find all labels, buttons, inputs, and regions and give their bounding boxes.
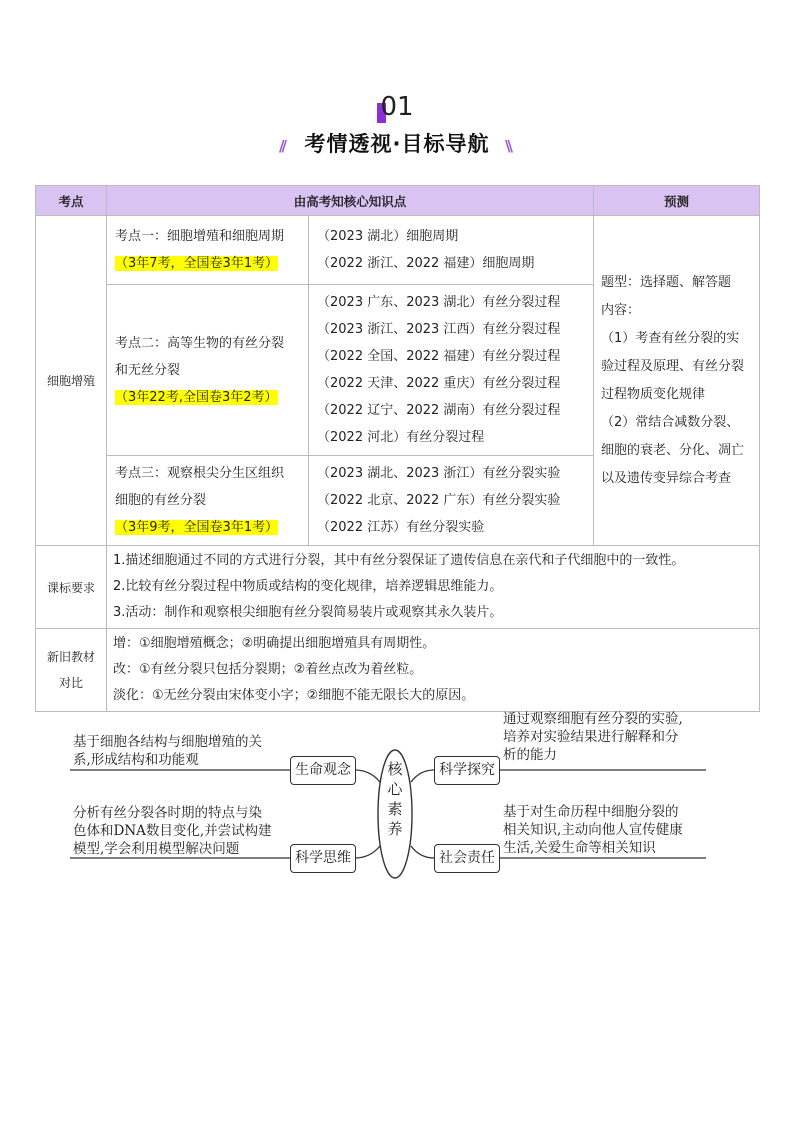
prediction-line: 内容： (601, 302, 641, 318)
text-line: 通过观察细胞有丝分裂的实验, (503, 711, 683, 727)
core-literacy-label (378, 759, 412, 839)
point-name: 考点三：观察根尖分生区组织 (115, 466, 285, 481)
connector-curve (411, 770, 434, 782)
node-scientific-thinking: 科学思维 (290, 844, 356, 873)
core-char: 素 (387, 800, 403, 818)
point-items-cell (309, 285, 594, 456)
connector-curve (411, 846, 434, 858)
prediction-line: 以及遗传变异综合考查 (601, 470, 732, 486)
list-item: （2022 江苏）有丝分裂实验 (317, 520, 485, 535)
point-items-cell (309, 456, 594, 546)
comparison-line: 增：①细胞增殖概念；②明确提出细胞增殖具有周期性。 (113, 636, 436, 651)
node-scientific-inquiry: 科学探究 (434, 756, 500, 785)
node-social-responsibility: 社会责任 (434, 844, 500, 873)
point-stat: （3年7考，全国卷3年1考） (115, 256, 279, 271)
text-line: 基于对生命历程中细胞分裂的 (503, 804, 679, 820)
text-line: 培养对实验结果进行解释和分 (503, 729, 679, 745)
prediction-line: （2）常结合减数分裂、 (601, 414, 740, 430)
table-row (36, 546, 760, 629)
core-char: 心 (387, 780, 403, 798)
list-item: （2022 浙江、2022 福建）细胞周期 (317, 256, 535, 271)
list-item: （2023 湖北）细胞周期 (317, 229, 459, 244)
core-char: 核 (387, 760, 403, 778)
text-line: 系,形成结构和功能观 (73, 752, 199, 768)
list-item: （2022 河北）有丝分裂过程 (317, 430, 485, 445)
header-prediction: 预测 (594, 186, 760, 216)
scientific-inquiry-text (503, 710, 683, 764)
curriculum-line: 1.描述细胞通过不同的方式进行分裂，其中有丝分裂保证了遗传信息在亲代和子代细胞中的一致性。 (113, 553, 685, 568)
point-stat: （3年9考，全国卷3年1考） (115, 520, 279, 535)
comparison-line: 改：①有丝分裂只包括分裂期；②着丝点改为着丝粒。 (113, 662, 423, 677)
list-item: （2022 全国、2022 福建）有丝分裂过程 (317, 349, 561, 364)
point-name: 和无丝分裂 (115, 362, 181, 378)
header-knowledge: 由高考知核心知识点 (107, 186, 594, 216)
right-slash-decoration: \\ (505, 137, 510, 155)
text-line: 色体和DNA数目变化,并尝试构建 (73, 823, 272, 839)
comparison-label-line: 对比 (58, 676, 83, 690)
list-item: （2022 辽宁、2022 湖南）有丝分裂过程 (317, 403, 561, 418)
life-concept-text (73, 733, 262, 769)
table-row (36, 216, 760, 285)
prediction-line: （1）考查有丝分裂的实 (601, 330, 740, 346)
point-items-cell (309, 216, 594, 285)
text-line: 生活,关爱生命等相关知识 (503, 840, 656, 856)
prediction-line: 验过程及原理、有丝分裂 (601, 358, 745, 374)
social-responsibility-text (503, 803, 683, 857)
topic-cell: 细胞增殖 (36, 216, 107, 546)
header-topic: 考点 (36, 186, 107, 216)
point-name: 考点一：细胞增殖和细胞周期 (115, 229, 285, 244)
prediction-line: 细胞的衰老、分化、凋亡 (601, 442, 745, 458)
prediction-line: 题型：选择题、解答题 (601, 274, 732, 290)
point-name: 考点二：高等生物的有丝分裂 (115, 335, 285, 351)
list-item: （2022 天津、2022 重庆）有丝分裂过程 (317, 376, 561, 391)
core-char: 养 (387, 820, 403, 838)
point-cell (107, 216, 309, 285)
point-name: 细胞的有丝分裂 (115, 493, 207, 508)
curriculum-label: 课标要求 (36, 546, 107, 629)
list-item: （2022 北京、2022 广东）有丝分裂实验 (317, 493, 561, 508)
curriculum-line: 3.活动：制作和观察根尖细胞有丝分裂简易装片或观察其永久装片。 (113, 605, 503, 620)
comparison-label-line: 新旧教材 (46, 650, 95, 664)
connector-curve (355, 846, 380, 858)
comparison-line: 淡化：①无丝分裂由宋体变小字；②细胞不能无限长大的原因。 (113, 688, 475, 703)
prediction-line: 过程物质变化规律 (601, 386, 706, 402)
table-header-row (36, 186, 760, 216)
point-stat: （3年22考,全国卷3年2考） (115, 389, 278, 405)
curriculum-line: 2.比较有丝分裂过程中物质或结构的变化规律，培养逻辑思维能力。 (113, 579, 503, 594)
section-number: 01 (380, 92, 414, 122)
connector-curve (355, 770, 380, 782)
text-line: 分析有丝分裂各时期的特点与染 (73, 805, 262, 821)
point-cell (107, 456, 309, 546)
list-item: （2023 浙江、2023 江西）有丝分裂过程 (317, 322, 561, 337)
node-life-concept: 生命观念 (290, 756, 356, 785)
scientific-thinking-text (73, 804, 272, 858)
prediction-cell (594, 216, 760, 546)
left-slash-decoration: // (279, 137, 284, 155)
text-line: 析的能力 (503, 747, 557, 763)
point-cell (107, 285, 309, 456)
text-line: 模型,学会利用模型解决问题 (73, 841, 240, 857)
list-item: （2023 湖北、2023 浙江）有丝分裂实验 (317, 466, 561, 481)
section-title: 考情透视·目标导航 (304, 132, 490, 156)
text-line: 相关知识,主动向他人宣传健康 (503, 822, 683, 838)
curriculum-cell (107, 546, 760, 629)
text-line: 基于细胞各结构与细胞增殖的关 (73, 734, 262, 750)
exam-analysis-table (35, 185, 760, 712)
list-item: （2023 广东、2023 湖北）有丝分裂过程 (317, 295, 561, 310)
